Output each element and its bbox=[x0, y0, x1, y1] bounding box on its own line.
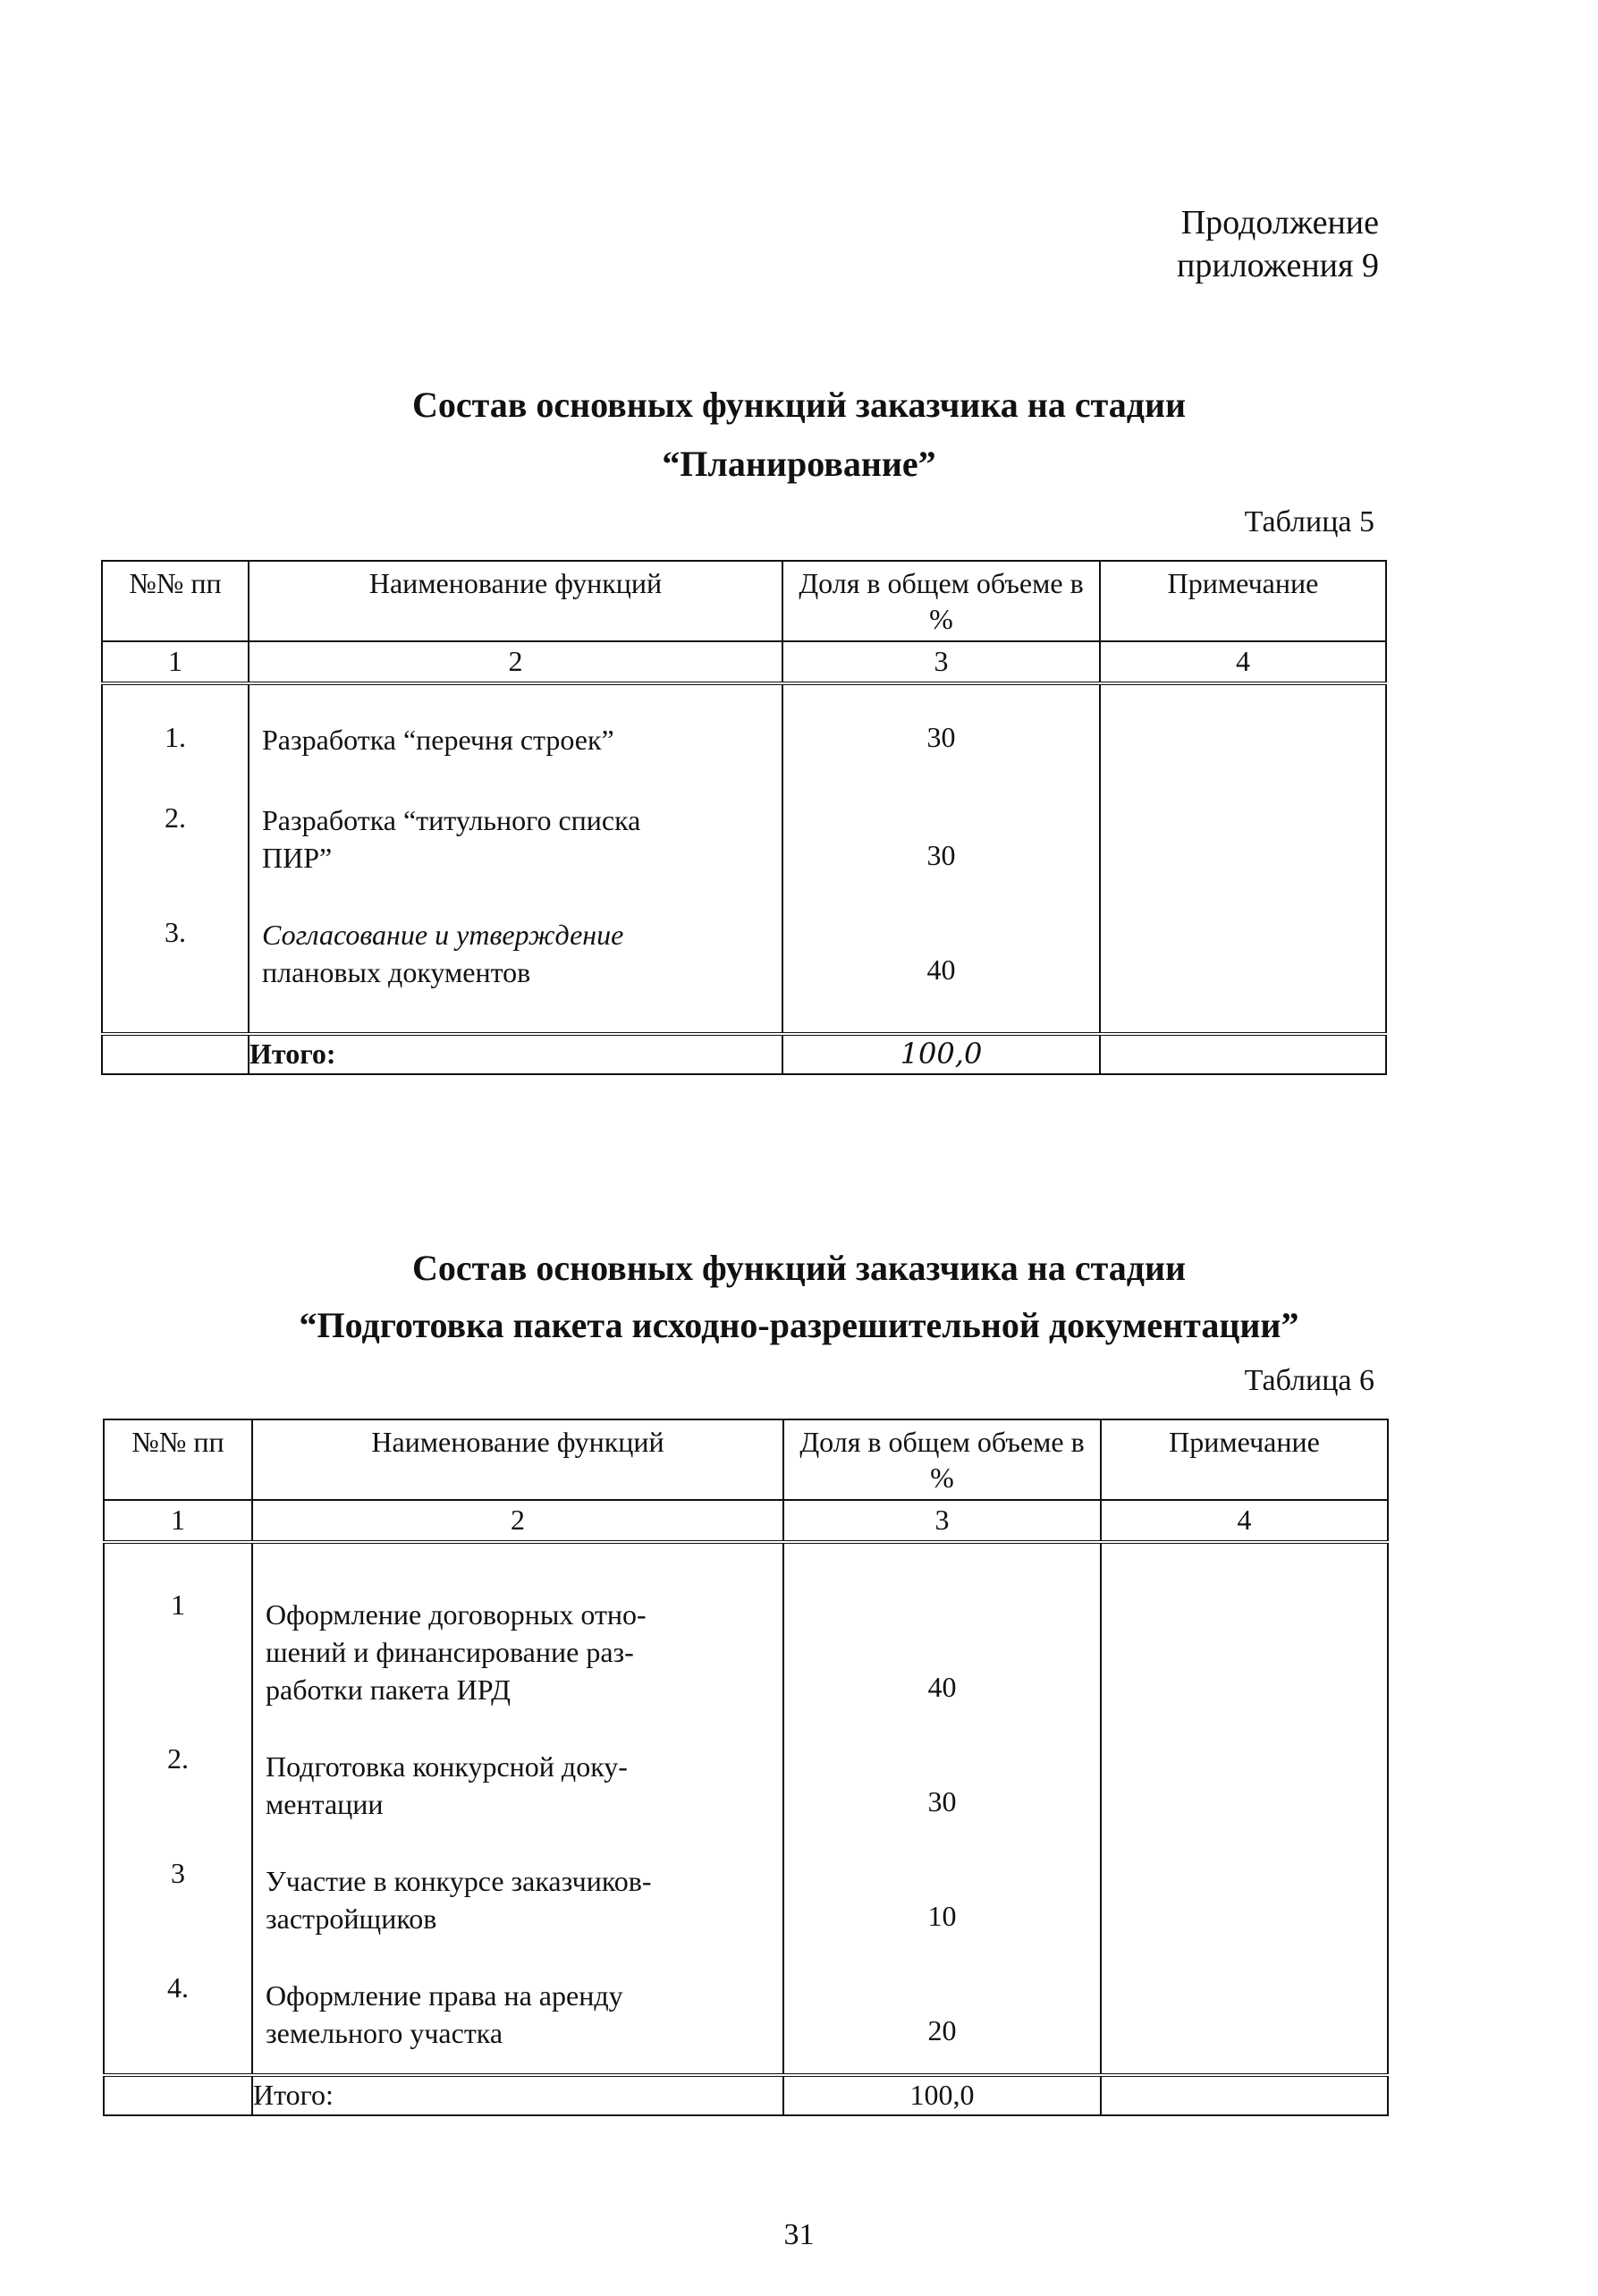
table5-colnum-3: 3 bbox=[782, 641, 1100, 683]
table5-header-name: Наименование функций bbox=[249, 561, 782, 641]
table5-row2-name: Разработка “титульного списка ПИР” bbox=[262, 804, 641, 874]
table5-header-row bbox=[102, 561, 1386, 641]
table6-total-row bbox=[104, 2075, 1388, 2115]
table5-colnum-4: 4 bbox=[1100, 641, 1386, 683]
table6-colnum-4: 4 bbox=[1101, 1500, 1388, 1542]
appendix-line1: Продолжение bbox=[1180, 204, 1379, 241]
table6-row4-num: 4. bbox=[167, 1971, 189, 2004]
table6-row4-name: Оформление права на аренду земельного участка bbox=[266, 1979, 623, 2049]
table5-colnum-1: 1 bbox=[102, 641, 249, 683]
section2-title-line2: “Подготовка пакета исходно-разрешительной документации” bbox=[299, 1305, 1299, 1345]
page-number: 31 bbox=[783, 2218, 815, 2251]
appendix-note bbox=[1021, 201, 1379, 287]
table5-row1-num: 1. bbox=[165, 721, 186, 753]
table6-notes-cell bbox=[1101, 1542, 1388, 2075]
table-6 bbox=[103, 1419, 1389, 2116]
table6-row2-num: 2. bbox=[167, 1742, 189, 1775]
table6-colnum-3: 3 bbox=[783, 1500, 1101, 1542]
table5-header-note: Примечание bbox=[1100, 561, 1386, 641]
table6-total-value: 100,0 bbox=[783, 2075, 1101, 2115]
table5-row2-share: 30 bbox=[926, 839, 956, 871]
table6-label: Таблица 6 bbox=[1244, 1364, 1374, 1397]
table5-row3-num: 3. bbox=[165, 916, 186, 948]
table6-colnum-1: 1 bbox=[104, 1500, 252, 1542]
table6-row2-share: 30 bbox=[927, 1785, 957, 1817]
table5-total-row bbox=[102, 1034, 1386, 1074]
table5-label: Таблица 5 bbox=[1244, 505, 1374, 538]
table6-total-label: Итого: bbox=[252, 2075, 783, 2115]
table5-row1-share: 30 bbox=[926, 721, 956, 753]
table6-row1-num: 1 bbox=[171, 1589, 185, 1621]
table6-row3-share: 10 bbox=[927, 1900, 957, 1932]
table6-header-note: Примечание bbox=[1101, 1419, 1388, 1500]
table5-row1-name: Разработка “перечня строек” bbox=[262, 724, 614, 756]
table5-row3-name: Согласование и утверждение плановых документов bbox=[262, 919, 624, 988]
table6-header-num: №№ пп bbox=[104, 1419, 252, 1500]
table-5 bbox=[101, 560, 1387, 1075]
table5-body-row bbox=[102, 683, 1386, 1034]
table6-column-numbers bbox=[104, 1500, 1388, 1542]
table6-row3-name: Участие в конкурсе заказчиков- застройщиков bbox=[266, 1865, 652, 1935]
table6-header-row bbox=[104, 1419, 1388, 1500]
table5-total-label: Итого: bbox=[249, 1034, 782, 1074]
table5-header-num: №№ пп bbox=[102, 561, 249, 641]
table6-row1-name: Оформление договорных отно- шений и финансирование раз- работки пакета ИРД bbox=[266, 1598, 647, 1706]
section1-title-line2: “Планирование” bbox=[662, 444, 936, 484]
table5-header-share: Доля в общем объеме в % bbox=[782, 561, 1100, 641]
table6-body-row bbox=[104, 1542, 1388, 2075]
table6-header-share: Доля в общем объеме в % bbox=[783, 1419, 1101, 1500]
table6-header-name: Наименование функций bbox=[252, 1419, 783, 1500]
table5-colnum-2: 2 bbox=[249, 641, 782, 683]
table5-total-value: 100,0 bbox=[782, 1034, 1100, 1074]
table6-row3-num: 3 bbox=[171, 1857, 185, 1889]
table5-column-numbers bbox=[102, 641, 1386, 683]
section1-title bbox=[0, 380, 1598, 489]
section2-title bbox=[0, 1243, 1598, 1351]
table6-row2-name: Подготовка конкурсной доку- ментации bbox=[266, 1750, 628, 1820]
appendix-line2: приложения 9 bbox=[1177, 247, 1379, 284]
table6-colnum-2: 2 bbox=[252, 1500, 783, 1542]
table5-notes-cell bbox=[1100, 683, 1386, 1034]
section1-title-line1: Состав основных функций заказчика на стадии bbox=[411, 385, 1187, 425]
section2-title-line1: Состав основных функций заказчика на стадии bbox=[411, 1248, 1187, 1288]
table5-row3-share: 40 bbox=[926, 953, 956, 986]
table6-row1-share: 40 bbox=[927, 1671, 957, 1703]
table6-row4-share: 20 bbox=[927, 2014, 957, 2046]
table5-row2-num: 2. bbox=[165, 801, 186, 834]
